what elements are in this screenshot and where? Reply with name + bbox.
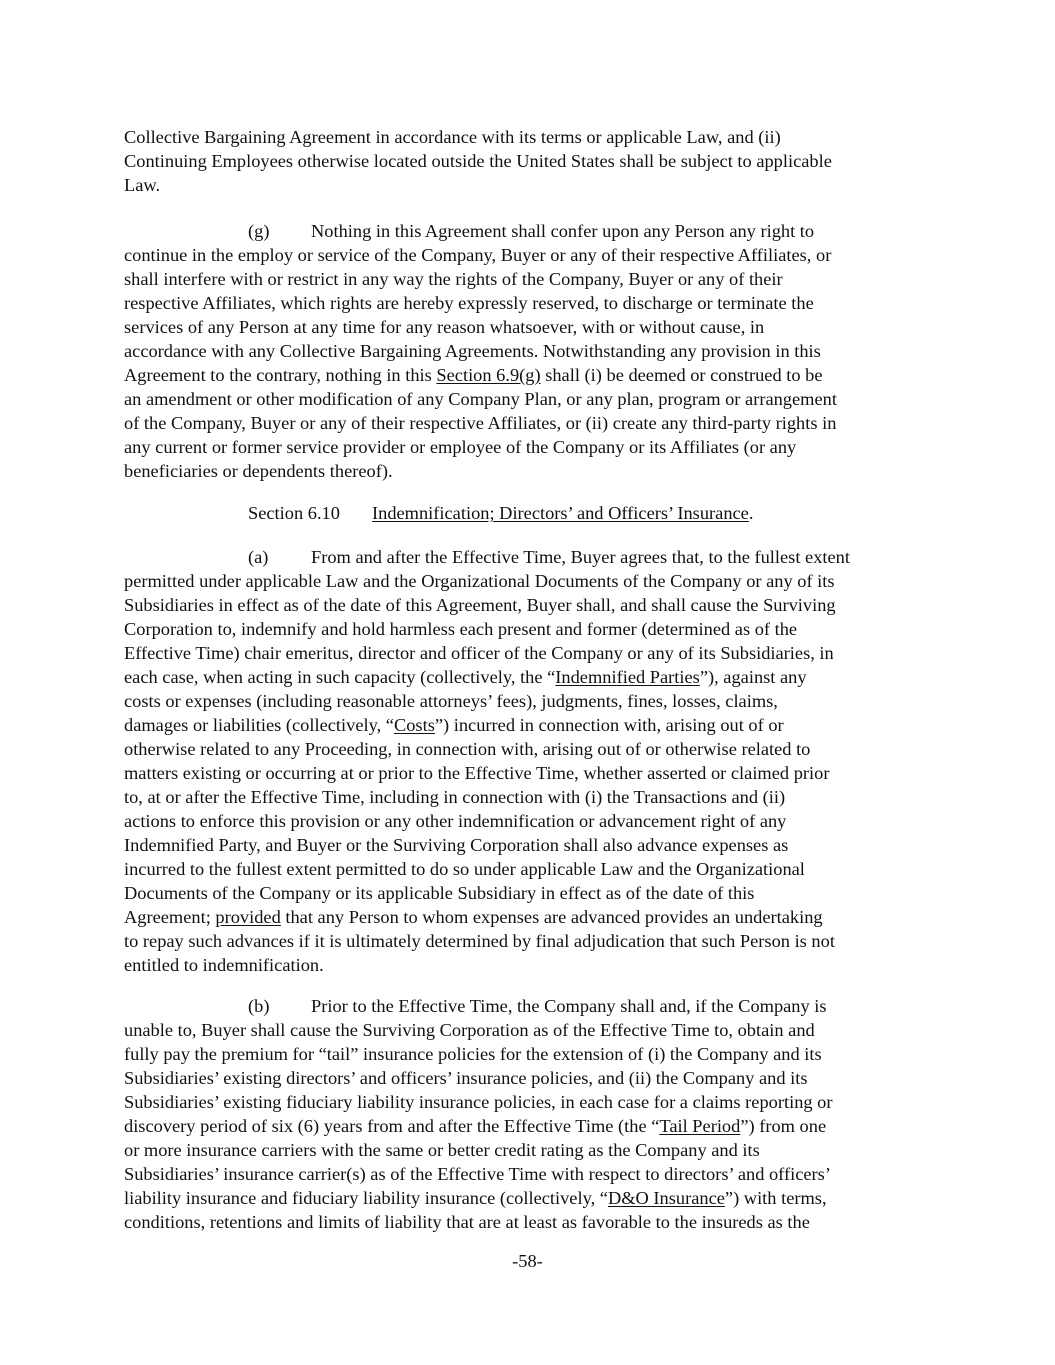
text-segment: that any Person to whom expenses are advanced provides an undertaking — [280, 907, 823, 927]
paragraph-b — [124, 994, 934, 1234]
text-segment: Agreement to the contrary, nothing in this — [124, 365, 437, 385]
paragraph-label: (a) — [248, 547, 269, 567]
defined-term: Tail Period — [659, 1116, 741, 1136]
defined-term: provided — [215, 907, 281, 927]
section-reference-link[interactable]: Section 6.9(g) — [436, 365, 541, 385]
text-line: entitled to indemnification. — [124, 955, 324, 975]
text-line: continue in the employ or service of the Company, Buyer or any of their respective Affiliates, or — [124, 245, 832, 265]
paragraph-g — [124, 219, 934, 483]
text-segment: shall (i) be deemed or construed to be — [540, 365, 823, 385]
text-line: respective Affiliates, which rights are hereby expressly reserved, to discharge or terminate the — [124, 293, 814, 313]
text-line: Corporation to, indemnify and hold harmless each present and former (determined as of the — [124, 619, 798, 639]
text-line — [124, 665, 934, 689]
defined-term: Costs — [393, 715, 435, 735]
text-line — [124, 713, 934, 737]
paragraph-label: (b) — [248, 996, 270, 1016]
text-line: of the Company, Buyer or any of their respective Affiliates, or (ii) create any third-party rights in — [124, 413, 837, 433]
page-number: -58- — [512, 1251, 543, 1271]
text-line: Law. — [124, 175, 161, 195]
text-segment: ”), against any — [699, 667, 807, 687]
text-line: conditions, retentions and limits of liability that are at least as favorable to the insureds as the — [124, 1212, 810, 1232]
text-line: incurred to the fullest extent permitted to do so under applicable Law and the Organizational — [124, 859, 805, 879]
text-line: services of any Person at any time for any reason whatsoever, with or without cause, in — [124, 317, 765, 337]
text-line — [124, 1186, 934, 1210]
text-segment: Agreement; — [124, 907, 216, 927]
text-line: shall interfere with or restrict in any way the rights of the Company, Buyer or any of their — [124, 269, 783, 289]
defined-term: Indemnified Parties — [555, 667, 700, 687]
section-number: Section 6.10 — [248, 503, 340, 523]
text-line: matters existing or occurring at or prior to the Effective Time, whether asserted or claimed prior — [124, 763, 830, 783]
text-segment: discovery period of six (6) years from and after the Effective Time (the “ — [124, 1116, 660, 1136]
paragraph-label: (g) — [248, 221, 270, 241]
text-line: actions to enforce this provision or any other indemnification or advancement right of any — [124, 811, 787, 831]
text-line: Subsidiaries’ existing directors’ and officers’ insurance policies, and (ii) the Company and its — [124, 1068, 808, 1088]
text-line: Subsidiaries’ existing fiduciary liability insurance policies, in each case for a claims reporting or — [124, 1092, 833, 1112]
section-heading — [124, 501, 934, 525]
text-line: beneficiaries or dependents thereof). — [124, 461, 393, 481]
text-line: Subsidiaries’ insurance carrier(s) as of the Effective Time with respect to directors’ and officers’ — [124, 1164, 831, 1184]
text-line: Continuing Employees otherwise located outside the United States shall be subject to applicable — [124, 151, 832, 171]
paragraph-first-line — [124, 994, 934, 1018]
text-line: Subsidiaries in effect as of the date of this Agreement, Buyer shall, and shall cause the Surviving — [124, 595, 836, 615]
text-line: Indemnified Party, and Buyer or the Surviving Corporation shall also advance expenses as — [124, 835, 789, 855]
defined-term: D&O Insurance — [607, 1188, 725, 1208]
text-line: accordance with any Collective Bargaining Agreements. Notwithstanding any provision in this — [124, 341, 821, 361]
text-segment: Prior to the Effective Time, the Company shall and, if the Company is — [311, 996, 827, 1016]
text-segment: each case, when acting in such capacity (collectively, the “ — [124, 667, 556, 687]
text-segment: ”) incurred in connection with, arising out of or — [434, 715, 784, 735]
paragraph-first-line — [124, 219, 934, 243]
text-line: or more insurance carriers with the same or better credit rating as the Company and its — [124, 1140, 760, 1160]
text-line: to repay such advances if it is ultimately determined by final adjudication that such Person is not — [124, 931, 835, 951]
section-title: Indemnification; Directors’ and Officers’ Insurance — [372, 503, 749, 523]
text-line: any current or former service provider or employee of the Company or its Affiliates (or any — [124, 437, 797, 457]
text-line: Documents of the Company or its applicable Subsidiary in effect as of the date of this — [124, 883, 755, 903]
text-line: costs or expenses (including reasonable attorneys’ fees), judgments, fines, losses, claims, — [124, 691, 778, 711]
paragraph-a — [124, 545, 934, 977]
text-line — [124, 1114, 934, 1138]
paragraph-intro — [124, 125, 934, 197]
text-segment: damages or liabilities (collectively, “ — [124, 715, 394, 735]
text-line: unable to, Buyer shall cause the Surviving Corporation as of the Effective Time to, obtain and — [124, 1020, 815, 1040]
text-line: fully pay the premium for “tail” insurance policies for the extension of (i) the Company and its — [124, 1044, 822, 1064]
text-segment: ”) with terms, — [724, 1188, 827, 1208]
text-line: otherwise related to any Proceeding, in connection with, arising out of or otherwise related to — [124, 739, 811, 759]
section-heading-line — [124, 501, 934, 525]
text-segment: liability insurance and fiduciary liability insurance (collectively, “ — [124, 1188, 608, 1208]
section-title-trailing: . — [748, 503, 754, 523]
text-segment: From and after the Effective Time, Buyer agrees that, to the fullest extent — [311, 547, 850, 567]
text-segment: Nothing in this Agreement shall confer upon any Person any right to — [311, 221, 815, 241]
text-line: an amendment or other modification of any Company Plan, or any plan, program or arrangement — [124, 389, 837, 409]
text-line: Effective Time) chair emeritus, director and officer of the Company or any of its Subsidiaries, in — [124, 643, 834, 663]
text-line — [124, 363, 934, 387]
text-line: permitted under applicable Law and the Organizational Documents of the Company or any of its — [124, 571, 835, 591]
text-line: Collective Bargaining Agreement in accordance with its terms or applicable Law, and (ii) — [124, 127, 781, 147]
text-segment: ”) from one — [740, 1116, 827, 1136]
text-line — [124, 905, 934, 929]
paragraph-first-line — [124, 545, 934, 569]
text-line: to, at or after the Effective Time, including in connection with (i) the Transactions and (ii) — [124, 787, 786, 807]
